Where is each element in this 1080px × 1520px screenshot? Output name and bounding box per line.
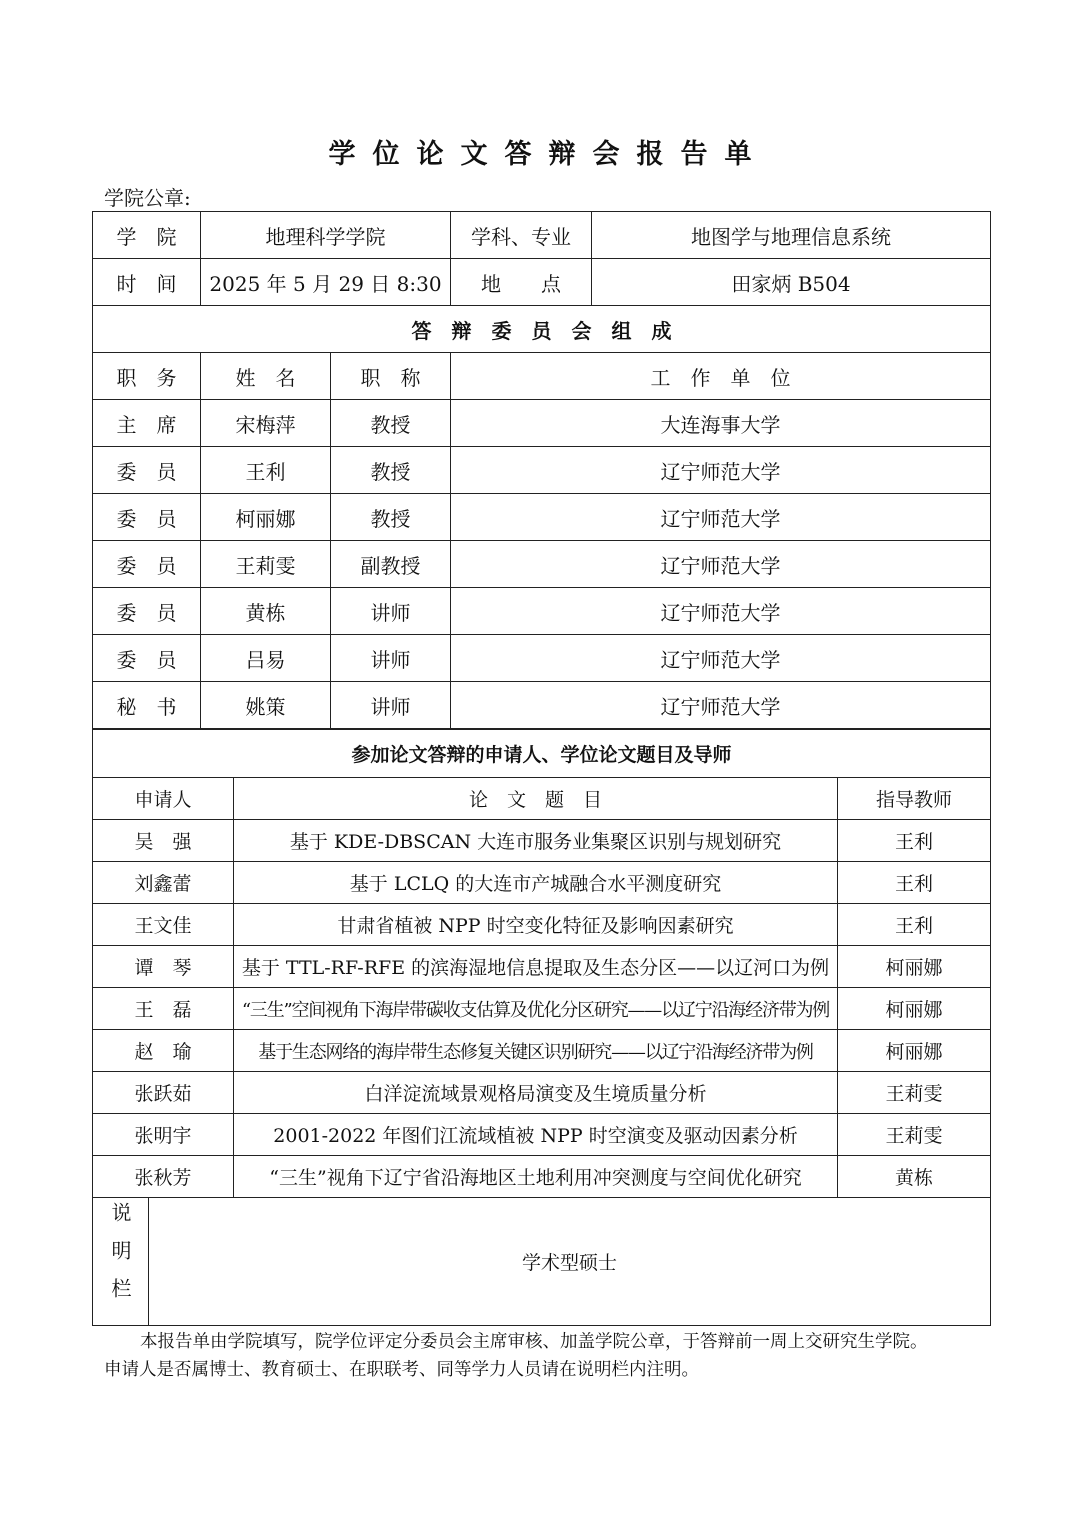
member-title: 教授 — [331, 494, 451, 541]
table-row — [93, 988, 991, 1030]
member-title: 教授 — [331, 447, 451, 494]
note-row — [93, 1198, 991, 1326]
header-applicant: 申请人 — [93, 778, 234, 820]
thesis-title: “三生”视角下辽宁省沿海地区土地利用冲突测度与空间优化研究 — [234, 1156, 838, 1198]
member-title: 讲师 — [331, 588, 451, 635]
note-value: 学术型硕士 — [149, 1198, 991, 1326]
advisor-name: 王利 — [838, 904, 991, 946]
header-role: 职 务 — [93, 353, 201, 400]
member-name: 柯丽娜 — [201, 494, 331, 541]
college-row — [93, 212, 991, 259]
advisor-name: 王莉雯 — [838, 1114, 991, 1156]
member-row — [93, 541, 991, 588]
table-row — [93, 1114, 991, 1156]
applicants-section-row — [93, 730, 991, 778]
member-title: 讲师 — [331, 635, 451, 682]
major-label: 学科、专业 — [451, 212, 592, 259]
member-name: 吕易 — [201, 635, 331, 682]
advisor-name: 柯丽娜 — [838, 988, 991, 1030]
college-seal-label: 学院公章: — [104, 186, 191, 210]
time-row — [93, 259, 991, 306]
member-name: 王利 — [201, 447, 331, 494]
applicants-table — [92, 729, 991, 1326]
committee-header-row — [93, 353, 991, 400]
member-row — [93, 494, 991, 541]
college-value: 地理科学学院 — [201, 212, 451, 259]
header-unit: 工作单位 — [451, 353, 991, 400]
member-unit: 辽宁师范大学 — [451, 447, 991, 494]
table-row — [93, 1156, 991, 1198]
thesis-title: 2001-2022 年图们江流域植被 NPP 时空演变及驱动因素分析 — [234, 1114, 838, 1156]
place-label: 地 点 — [451, 259, 592, 306]
table-row — [93, 862, 991, 904]
table-row — [93, 820, 991, 862]
member-role: 主 席 — [93, 400, 201, 447]
thesis-title: 基于 KDE-DBSCAN 大连市服务业集聚区识别与规划研究 — [234, 820, 838, 862]
applicant-name: 王 磊 — [93, 988, 234, 1030]
applicant-name: 张明宇 — [93, 1114, 234, 1156]
thesis-title: 基于 TTL-RF-RFE 的滨海湿地信息提取及生态分区——以辽河口为例 — [234, 946, 838, 988]
committee-section-title: 答辩委员会组成 — [93, 306, 991, 353]
header-thesis: 论 文 题 目 — [234, 778, 838, 820]
college-label: 学 院 — [93, 212, 201, 259]
applicants-section-title: 参加论文答辩的申请人、学位论文题目及导师 — [93, 730, 991, 778]
advisor-name: 黄栋 — [838, 1156, 991, 1198]
applicant-name: 张跃茹 — [93, 1072, 234, 1114]
thesis-title: 基于生态网络的海岸带生态修复关键区识别研究——以辽宁沿海经济带为例 — [234, 1030, 838, 1072]
member-title: 讲师 — [331, 682, 451, 729]
member-role: 委 员 — [93, 447, 201, 494]
member-row — [93, 400, 991, 447]
advisor-name: 王利 — [838, 820, 991, 862]
member-unit: 辽宁师范大学 — [451, 635, 991, 682]
committee-section-row — [93, 306, 991, 353]
applicant-name: 吴 强 — [93, 820, 234, 862]
member-name: 宋梅萍 — [201, 400, 331, 447]
footer-line-1: 本报告单由学院填写，院学位评定分委员会主席审核、加盖学院公章，于答辩前一周上交研究生学院。 — [140, 1332, 928, 1352]
applicant-name: 张秋芳 — [93, 1156, 234, 1198]
member-row — [93, 635, 991, 682]
member-name: 黄栋 — [201, 588, 331, 635]
member-title: 副教授 — [331, 541, 451, 588]
header-name: 姓 名 — [201, 353, 331, 400]
applicants-header-row — [93, 778, 991, 820]
table-row — [93, 1030, 991, 1072]
member-title: 教授 — [331, 400, 451, 447]
note-label: 说明栏 — [108, 1202, 132, 1316]
member-unit: 辽宁师范大学 — [451, 541, 991, 588]
table-row — [93, 904, 991, 946]
advisor-name: 王莉雯 — [838, 1072, 991, 1114]
applicant-name: 谭 琴 — [93, 946, 234, 988]
header-advisor: 指导教师 — [838, 778, 991, 820]
applicant-name: 刘鑫蕾 — [93, 862, 234, 904]
footer-notes — [104, 1328, 994, 1384]
member-role: 委 员 — [93, 494, 201, 541]
page-title: 学位论文答辩会报告单 — [328, 139, 769, 170]
applicant-name: 赵 瑜 — [93, 1030, 234, 1072]
member-row — [93, 447, 991, 494]
member-name: 姚策 — [201, 682, 331, 729]
member-unit: 大连海事大学 — [451, 400, 991, 447]
thesis-title: “三生”空间视角下海岸带碳收支估算及优化分区研究——以辽宁沿海经济带为例 — [234, 988, 838, 1030]
member-unit: 辽宁师范大学 — [451, 682, 991, 729]
thesis-title: 甘肃省植被 NPP 时空变化特征及影响因素研究 — [234, 904, 838, 946]
member-role: 委 员 — [93, 635, 201, 682]
header-title: 职 称 — [331, 353, 451, 400]
major-value: 地图学与地理信息系统 — [592, 212, 991, 259]
advisor-name: 王利 — [838, 862, 991, 904]
member-role: 委 员 — [93, 541, 201, 588]
thesis-title: 基于 LCLQ 的大连市产城融合水平测度研究 — [234, 862, 838, 904]
time-label: 时 间 — [93, 259, 201, 306]
advisor-name: 柯丽娜 — [838, 946, 991, 988]
member-unit: 辽宁师范大学 — [451, 588, 991, 635]
committee-table — [92, 211, 991, 729]
member-row — [93, 588, 991, 635]
time-value: 2025 年 5 月 29 日 8:30 — [201, 259, 451, 306]
advisor-name: 柯丽娜 — [838, 1030, 991, 1072]
place-value: 田家炳 B504 — [592, 259, 991, 306]
thesis-title: 白洋淀流域景观格局演变及生境质量分析 — [234, 1072, 838, 1114]
table-row — [93, 946, 991, 988]
member-name: 王莉雯 — [201, 541, 331, 588]
table-row — [93, 1072, 991, 1114]
footer-line-2: 申请人是否属博士、教育硕士、在职联考、同等学力人员请在说明栏内注明。 — [104, 1360, 699, 1380]
applicant-name: 王文佳 — [93, 904, 234, 946]
member-row — [93, 682, 991, 729]
member-unit: 辽宁师范大学 — [451, 494, 991, 541]
member-role: 委 员 — [93, 588, 201, 635]
note-label-cell — [93, 1198, 149, 1326]
member-role: 秘 书 — [93, 682, 201, 729]
